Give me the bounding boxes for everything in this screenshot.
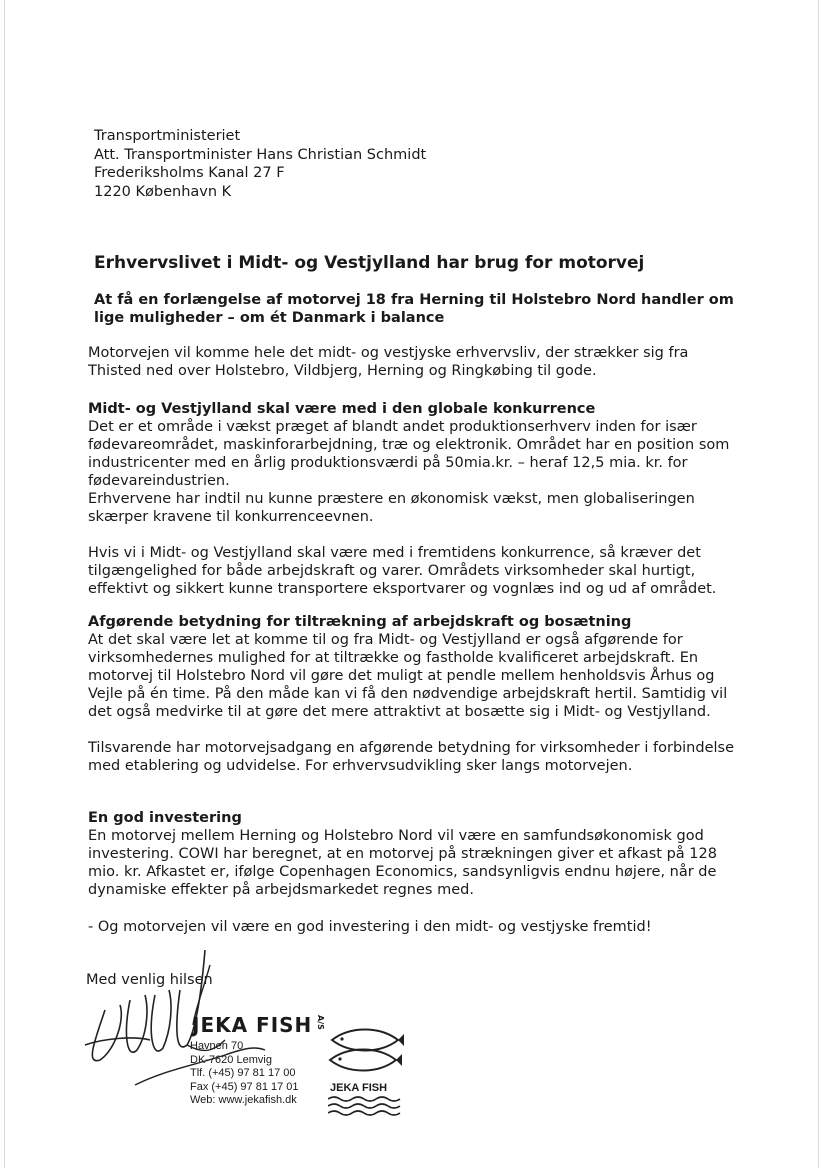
waves-icon [328,1095,402,1117]
closing-salutation: Med venlig hilsen [86,972,213,988]
section-heading: En god investering [88,810,242,826]
company-name: JEKA FISH [192,1013,313,1037]
company-web: Web: www.jekafish.dk [190,1094,297,1106]
scan-edge-line [818,0,819,1168]
section-paragraph: At det skal være let at komme til og fra Midt- og Vestjylland er også afgørende for virksomhedernes mulighed for at tiltrække og fastholde kvalificeret arbejdskraft. En motorvej til Holstebro Nord vil gøre det muligt at pendle mellem henholdsvis Århus og Vejle på én time. På den måde kan vi få den nødvendige arbejdskraft hertil. Samtidig vil det også medvirke til at gøre det mere attraktivt at bosætte sig i Midt- og Vestjylland. [88,632,728,720]
section-heading: Afgørende betydning for tiltrækning af arbejdskraft og bosætning [88,614,632,630]
section-global-competition [88,400,738,598]
section-labour-settlement [88,613,738,775]
letter-subtitle: At få en forlængelse af motorvej 18 fra Herning til Holstebro Nord handler om lige muligheder – om ét Danmark i balance [94,292,734,326]
intro-paragraph: Motorvejen vil komme hele det midt- og vestjyske erhvervsliv, der strækker sig fra Thisted ned over Holstebro, Vildbjerg, Herning og Ringkøbing til gode. [88,345,689,379]
section-paragraph: Det er et område i vækst præget af blandt andet produktionserhverv inden for især fødevareområdet, maskinforarbejdning, træ og elektronik. Området har en position som industricenter med en årlig produktionsværdi på 50mia.kr. – heraf 12,5 mia. kr. for fødevareindustrien. [88,419,730,489]
company-suffix: A/S [316,1015,325,1030]
logo-wordmark: JEKA FISH [330,1082,388,1094]
address-line: Frederiksholms Kanal 27 F [94,165,285,181]
company-address-line: DK-7620 Lemvig [190,1053,272,1066]
address-line: Transportministeriet [94,128,241,144]
section-investment [88,809,738,899]
conclusion-block [88,918,738,936]
recipient-address [94,127,426,201]
company-phone: Tlf. (+45) 97 81 17 00 [190,1067,296,1079]
section-paragraph: Erhvervene har indtil nu kunne præstere en økonomisk vækst, men globaliseringen skærper kravene til konkurrenceevnen. [88,491,695,525]
section-paragraph: En motorvej mellem Herning og Holstebro Nord vil være en samfundsøkonomisk god investering. COWI har beregnet, at en motorvej på strækningen giver et afkast på 128 mio. kr. Afkastet er, ifølge Copenhagen Economics, sandsynligvis endnu højere, når de dynamiske effekter på arbejdsmarkedet regnes med. [88,828,717,898]
section-heading: Midt- og Vestjylland skal være med i den globale konkurrence [88,401,596,417]
section-paragraph: Hvis vi i Midt- og Vestjylland skal være med i fremtidens konkurrence, så kræver det tilgængelighed for både arbejdskraft og varer. Områdets virksomheder skal hurtigt, effektivt og sikkert kunne transportere eksportvarer og vognlæs ind og ud af området. [88,545,717,597]
company-contact-info [190,1040,299,1108]
section-paragraph: Tilsvarende har motorvejsadgang en afgørende betydning for virksomheder i forbindelse med etablering og udvidelse. For erhvervsudvikling sker langs motorvejen. [88,740,734,774]
company-address-line: Havnen 70 [190,1040,244,1052]
address-line: Att. Transportminister Hans Christian Schmidt [94,146,427,163]
scan-edge-line [4,0,5,1168]
intro-block [88,344,738,380]
letter-title: Erhvervslivet i Midt- og Vestjylland har brug for motorvej [94,253,645,273]
conclusion-text: - Og motorvejen vil være en god investering i den midt- og vestjyske fremtid! [88,919,652,935]
address-line: 1220 København K [94,183,232,200]
company-fax: Fax (+45) 97 81 17 01 [190,1080,299,1093]
